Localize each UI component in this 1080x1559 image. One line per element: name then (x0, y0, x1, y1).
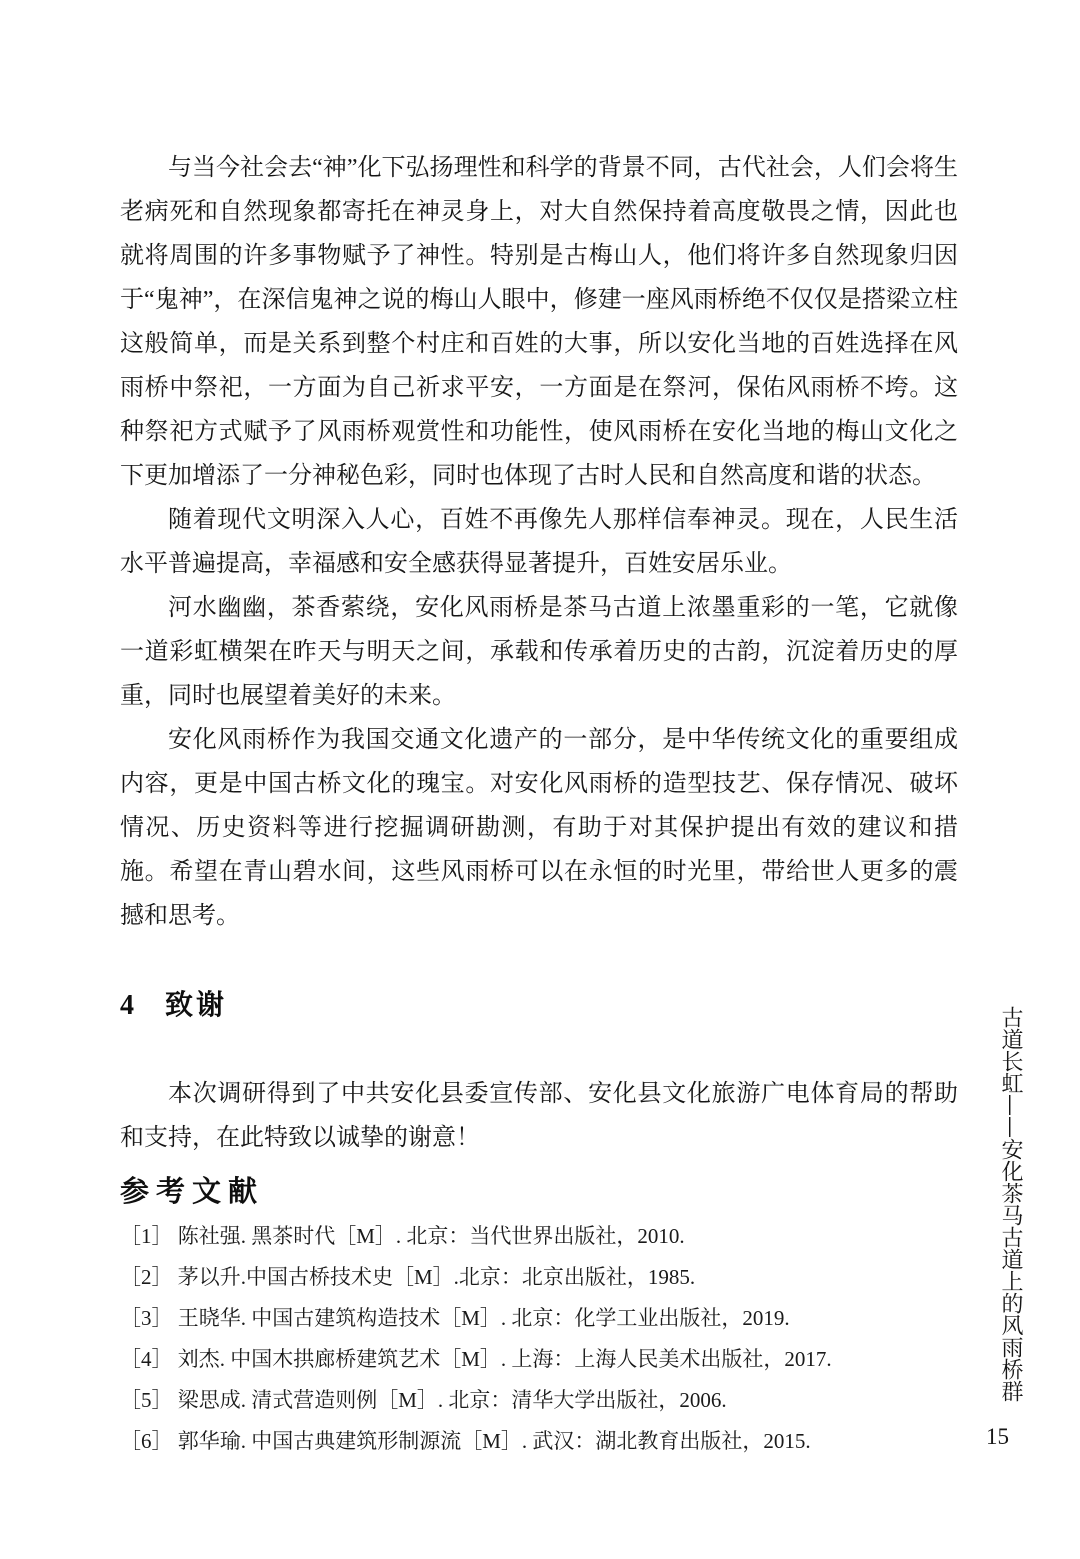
page-content (120, 146, 958, 1462)
body-paragraph-2: 随着现代文明深入人心，百姓不再像先人那样信奉神灵。现在，人民生活水平普遍提高，幸福感和安全感获得显著提升，百姓安居乐业。 (120, 507, 958, 577)
references-heading: 参考文献 (120, 1176, 265, 1208)
section-title: 致谢 (165, 989, 228, 1020)
body-paragraph-4: 安化风雨桥作为我国交通文化遗产的一部分，是中华传统文化的重要组成内容，更是中国古桥文化的瑰宝。对安化风雨桥的造型技艺、保存情况、破坏情况、历史资料等进行挖掘调研勘测，有助于对其保护提出有效的建议和措施。希望在青山碧水间，这些风雨桥可以在永恒的时光里，带给世人更多的震撼和思考。 (120, 727, 958, 929)
reference-item-2: ［2］ 茅以升.中国古桥技术史［M］.北京：北京出版社，1985. (120, 1265, 696, 1289)
reference-item-1: ［1］ 陈社强. 黑茶时代［M］. 北京：当代世界出版社，2010. (120, 1224, 685, 1248)
page-number: 15 (986, 1424, 1009, 1449)
reference-item-3: ［3］ 王晓华. 中国古建筑构造技术［M］. 北京：化学工业出版社，2019. (120, 1306, 790, 1330)
section-number: 4 (120, 990, 134, 1021)
book-title-vertical: 古道长虹——安化茶马古道上的风雨桥群 (998, 1006, 1023, 1402)
body-paragraph-3: 河水幽幽，茶香萦绕，安化风雨桥是茶马古道上浓墨重彩的一笔，它就像一道彩虹横架在昨天与明天之间，承载和传承着历史的古韵，沉淀着历史的厚重，同时也展望着美好的未来。 (120, 595, 958, 709)
body-paragraph-1: 与当今社会去“神”化下弘扬理性和科学的背景不同，古代社会，人们会将生老病死和自然现象都寄托在神灵身上，对大自然保持着高度敬畏之情，因此也就将周围的许多事物赋予了神性。特别是古梅山人，他们将许多自然现象归因于“鬼神”，在深信鬼神之说的梅山人眼中，修建一座风雨桥绝不仅仅是搭梁立柱这般简单，而是关系到整个村庄和百姓的大事，所以安化当地的百姓选择在风雨桥中祭祀，一方面为自己祈求平安，一方面是在祭河，保佑风雨桥不垮。这种祭祀方式赋予了风雨桥观赏性和功能性，使风雨桥在安化当地的梅山文化之下更加增添了一分神秘色彩，同时也体现了古时人民和自然高度和谐的状态。 (120, 155, 958, 489)
reference-item-4: ［4］ 刘杰. 中国木拱廊桥建筑艺术［M］. 上海：上海人民美术出版社，2017. (120, 1347, 832, 1371)
reference-item-5: ［5］ 梁思成. 清式营造则例［M］. 北京：清华大学出版社，2006. (120, 1388, 727, 1412)
section-heading (120, 982, 958, 1029)
reference-item-6: ［6］ 郭华瑜. 中国古典建筑形制源流［M］. 武汉：湖北教育出版社，2015. (120, 1429, 811, 1453)
reference-list (120, 1216, 958, 1462)
acknowledgement-paragraph: 本次调研得到了中共安化县委宣传部、安化县文化旅游广电体育局的帮助和支持，在此特致以诚挚的谢意！ (120, 1081, 958, 1151)
